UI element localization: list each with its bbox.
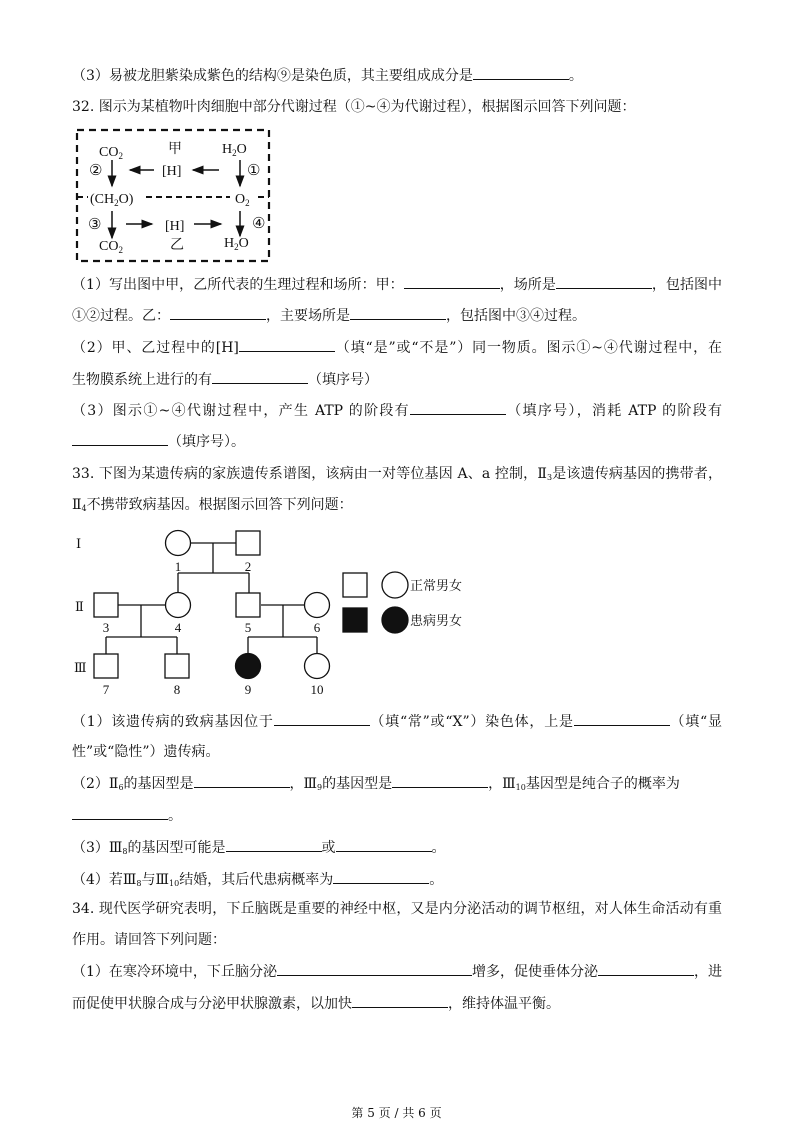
answer-blank[interactable] bbox=[274, 711, 370, 726]
individual-number: 9 bbox=[244, 682, 252, 697]
generation-3: Ⅲ bbox=[74, 660, 87, 675]
text-segment: （3）图示①~④代谢过程中，产生 ATP 的阶段有 bbox=[72, 403, 410, 419]
label-h2o-top: $H_2O$ bbox=[222, 142, 247, 158]
text-segment: 与Ⅲ bbox=[141, 872, 170, 888]
answer-blank[interactable] bbox=[410, 400, 506, 415]
individual-number: 10 bbox=[310, 682, 324, 697]
label-co2-top: $CO_2$ bbox=[99, 145, 123, 161]
individual-number: 1 bbox=[174, 559, 182, 574]
text-line bbox=[72, 369, 722, 390]
text-line bbox=[72, 742, 722, 762]
label-h2o-bottom: $H_2O$ bbox=[224, 236, 249, 252]
text-segment: （填序号），消耗 ATP 的阶段有 bbox=[505, 403, 722, 419]
answer-blank[interactable] bbox=[574, 711, 670, 726]
text-segment: 是该遗传病基因的携带者， bbox=[552, 466, 722, 482]
text-segment: （填序号）。 bbox=[168, 434, 245, 450]
female-normal-II4 bbox=[166, 593, 191, 618]
answer-blank[interactable] bbox=[212, 369, 308, 384]
text-segment: 34. 现代医学研究表明，下丘脑既是重要的神经中枢，又是内分泌活动的调节枢纽，对人体生命活动有重 bbox=[72, 901, 722, 917]
answer-blank[interactable] bbox=[336, 837, 432, 852]
legend-male-affected bbox=[343, 608, 367, 632]
text-line bbox=[72, 711, 722, 731]
text-segment: ，主要场所是 bbox=[266, 308, 350, 324]
text-segment: 性”或“隐性”）遗传病。 bbox=[72, 744, 220, 760]
legend-female-affected bbox=[382, 607, 408, 633]
label-h-bottom: [H] bbox=[165, 219, 185, 234]
subscript: 10 bbox=[169, 879, 180, 888]
individual-number: 5 bbox=[244, 620, 252, 635]
text-segment: 的基因型可能是 bbox=[127, 840, 226, 856]
text-line bbox=[72, 464, 722, 484]
answer-blank[interactable] bbox=[352, 993, 448, 1008]
subscript: 10 bbox=[515, 783, 526, 792]
text-line bbox=[72, 993, 722, 1014]
individual-number: 4 bbox=[174, 620, 182, 635]
answer-blank[interactable] bbox=[72, 431, 168, 446]
text-segment: ，维持体温平衡。 bbox=[448, 996, 560, 1012]
answer-blank[interactable] bbox=[350, 305, 446, 320]
step-3: ③ bbox=[88, 217, 102, 233]
answer-blank[interactable] bbox=[598, 961, 694, 976]
text-segment: 的基因型是 bbox=[322, 776, 393, 792]
text-line bbox=[72, 337, 722, 357]
text-line bbox=[72, 400, 722, 420]
label-jia: 甲 bbox=[168, 142, 182, 157]
text-segment: ①②过程。乙： bbox=[72, 308, 170, 324]
step-1: ① bbox=[247, 163, 261, 179]
text-segment: 。 bbox=[429, 872, 444, 888]
text-segment: 或 bbox=[321, 840, 336, 856]
text-segment: （1）写出图中甲，乙所代表的生理过程和场所：甲： bbox=[72, 277, 404, 293]
legend-male-normal bbox=[343, 573, 367, 597]
text-line bbox=[72, 869, 722, 894]
male-normal-III7 bbox=[94, 654, 118, 678]
text-line bbox=[72, 305, 722, 326]
individual-number: 6 bbox=[313, 620, 321, 635]
text-segment: 作用。请回答下列问题： bbox=[72, 932, 226, 948]
answer-blank[interactable] bbox=[194, 773, 290, 788]
pedigree-chart bbox=[0, 520, 793, 710]
female-normal-II6 bbox=[305, 593, 330, 618]
answer-blank[interactable] bbox=[226, 837, 322, 852]
label-o2: $O_2$ bbox=[235, 192, 250, 208]
individual-number: 3 bbox=[102, 620, 110, 635]
individual-number: 2 bbox=[244, 559, 252, 574]
text-segment: 的基因型是 bbox=[123, 776, 194, 792]
female-normal-I1 bbox=[166, 531, 191, 556]
text-segment: （3）Ⅲ bbox=[72, 840, 123, 856]
female-affected-III9 bbox=[236, 654, 261, 679]
subscript: 3 bbox=[547, 473, 553, 482]
text-line bbox=[72, 495, 722, 519]
individual-number: 8 bbox=[173, 682, 181, 697]
answer-blank[interactable] bbox=[277, 961, 472, 976]
subscript: 4 bbox=[81, 504, 87, 513]
text-segment: ，场所是 bbox=[499, 277, 556, 293]
text-segment: 而促使甲状腺合成与分泌甲状腺激素，以加快 bbox=[72, 996, 352, 1012]
answer-blank[interactable] bbox=[72, 805, 168, 820]
metabolism-diagram bbox=[0, 0, 793, 300]
text-segment: （1）在寒冷环境中，下丘脑分泌 bbox=[72, 964, 277, 980]
text-segment: （4）若Ⅲ bbox=[72, 872, 137, 888]
text-segment: 32. 图示为某植物叶肉细胞中部分代谢过程（①~④为代谢过程），根据图示回答下列问题： bbox=[72, 99, 636, 115]
text-segment: 33. 下图为某遗传病的家族遗传系谱图，该病由一对等位基因 A、a 控制，Ⅱ bbox=[72, 466, 547, 482]
answer-blank[interactable] bbox=[333, 869, 429, 884]
label-ch2o: $(CH_2O)$ bbox=[90, 192, 134, 208]
text-segment: （填序号） bbox=[308, 372, 378, 388]
text-segment: 增多，促使垂体分泌 bbox=[471, 964, 598, 980]
subscript: 9 bbox=[317, 783, 323, 792]
text-segment: （2）Ⅱ bbox=[72, 776, 119, 792]
text-line bbox=[72, 431, 722, 452]
text-segment: （1）该遗传病的致病基因位于 bbox=[72, 714, 274, 730]
page-footer: 第 5 页 / 共 6 页 bbox=[351, 1106, 442, 1120]
legend-affected-label: 患病男女 bbox=[410, 613, 463, 628]
text-segment: 结婚，其后代患病概率为 bbox=[179, 872, 334, 888]
step-2: ② bbox=[89, 163, 103, 179]
text-segment: ，包括图中 bbox=[651, 277, 722, 293]
text-segment: 。 bbox=[568, 68, 583, 84]
text-line bbox=[72, 773, 722, 798]
text-segment: 基因型是纯合子的概率为 bbox=[525, 776, 680, 792]
text-segment: 。 bbox=[431, 840, 446, 856]
subscript: 6 bbox=[118, 783, 124, 792]
male-normal-II3 bbox=[94, 593, 118, 617]
legend-female-normal bbox=[382, 572, 408, 598]
individual-number: 7 bbox=[102, 682, 110, 697]
answer-blank[interactable] bbox=[392, 773, 488, 788]
text-line bbox=[72, 930, 722, 950]
answer-blank[interactable] bbox=[170, 305, 266, 320]
text-line bbox=[72, 837, 722, 862]
text-segment: （填“常”或“X”）染色体，上是 bbox=[369, 714, 574, 730]
step-4: ④ bbox=[252, 216, 266, 232]
text-segment: 生物膜系统上进行的有 bbox=[72, 372, 212, 388]
text-segment: ，Ⅲ bbox=[289, 776, 318, 792]
text-segment: 。 bbox=[168, 808, 182, 824]
male-normal-II5 bbox=[236, 593, 260, 617]
text-line bbox=[72, 961, 722, 981]
male-normal-I2 bbox=[236, 531, 260, 555]
generation-2: Ⅱ bbox=[75, 599, 84, 614]
text-segment: （3）易被龙胆紫染成紫色的结构⑨是染色质，其主要组成成分是 bbox=[72, 68, 473, 84]
text-segment: ，包括图中③④过程。 bbox=[446, 308, 586, 324]
generation-1: Ⅰ bbox=[76, 536, 82, 551]
text-segment: 不携带致病基因。根据图示回答下列问题： bbox=[86, 497, 353, 513]
label-yi: 乙 bbox=[170, 238, 184, 253]
subscript: 8 bbox=[122, 847, 128, 856]
text-segment: Ⅱ bbox=[72, 497, 82, 513]
label-co2-bottom: $CO_2$ bbox=[99, 239, 123, 255]
text-segment: ，Ⅲ bbox=[488, 776, 516, 792]
text-line bbox=[72, 899, 722, 919]
text-segment: （填“是”或“不是”）同一物质。图示①~④代谢过程中，在 bbox=[334, 340, 722, 356]
subscript: 8 bbox=[136, 879, 142, 888]
legend-normal-label: 正常男女 bbox=[410, 578, 463, 593]
text-segment: （2）甲、乙过程中的[H] bbox=[72, 340, 239, 356]
text-segment: ，进 bbox=[693, 964, 722, 980]
text-segment: （填“显 bbox=[669, 714, 722, 730]
label-h-top: [H] bbox=[162, 164, 182, 179]
male-normal-III8 bbox=[165, 654, 189, 678]
answer-blank[interactable] bbox=[239, 337, 335, 352]
text-line bbox=[72, 805, 722, 826]
female-normal-III10 bbox=[305, 654, 330, 679]
